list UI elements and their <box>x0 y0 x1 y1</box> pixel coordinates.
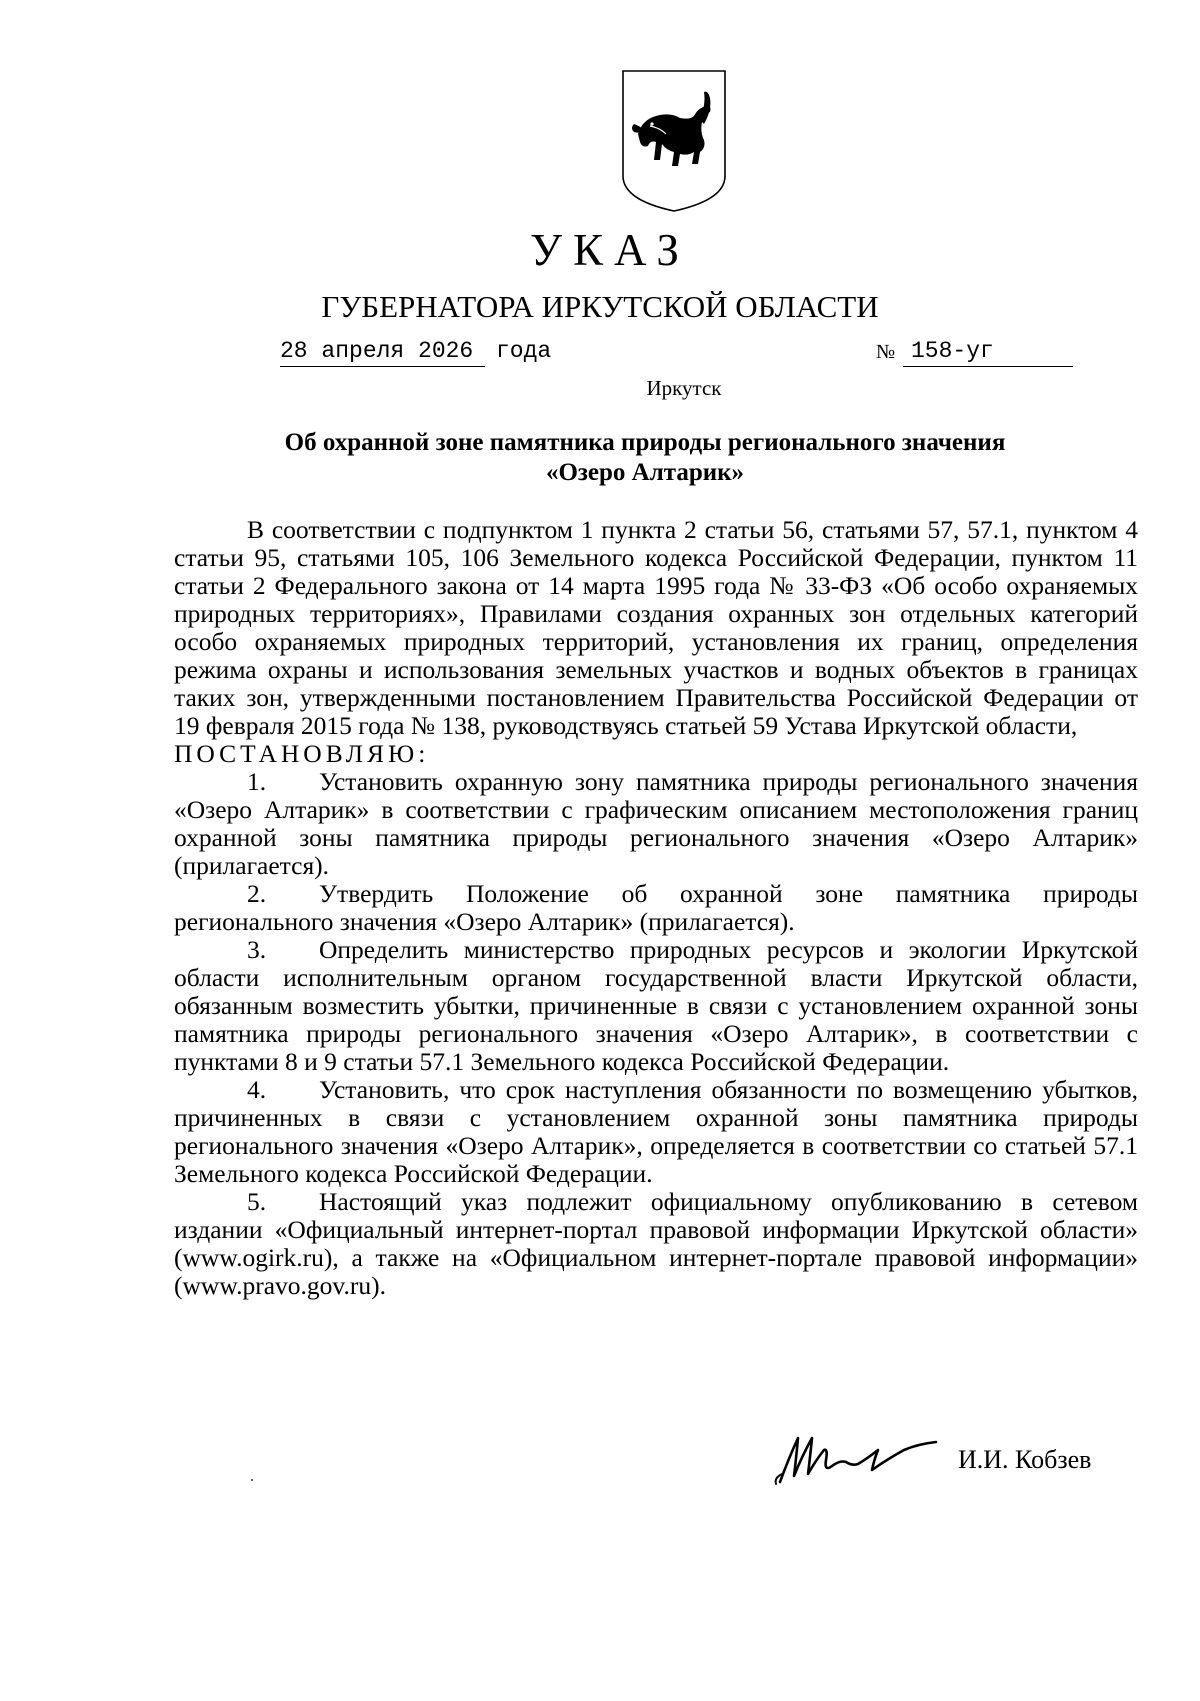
decree-item-3 <box>174 936 1138 1076</box>
decree-number: 158-уг <box>903 336 1073 367</box>
decree-item-5 <box>174 1188 1138 1300</box>
number-sign: № <box>876 341 896 363</box>
city-label: Иркутск <box>646 376 722 400</box>
signer-name: И.И. Кобзев <box>958 1445 1092 1474</box>
item-number: 1. <box>247 767 267 796</box>
preamble-paragraph: В соответствии с подпунктом 1 пункта 2 статьи 56, статьями 57, 57.1, пунктом 4 статьи 95, статьями 105, 106 Земельного кодекса Российской Федерации, пунктом 11 статьи 2 Федерального закона от 14 марта 1995 года № 33-ФЗ «Об особо охраняемых природных территориях», Правилами создания охранных зон отдельных категорий особо охраняемых природных территорий, установления их границ, определения режима охраны и использования земельных участков и водных объектов в границах таких зон, утвержденными постановлением Правительства Российской Федерации от 19 февраля 2015 года № 138, руководствуясь статьей 59 Устава Иркутской области, <box>174 515 1138 740</box>
irkutsk-coat-of-arms-icon <box>620 68 728 214</box>
decree-body <box>174 516 1138 1300</box>
heading-line-2: «Озеро Алтарик» <box>545 459 745 486</box>
decree-heading <box>0 428 1200 488</box>
item-number: 4. <box>247 1075 267 1104</box>
item-text: Утвердить Положение об охранной зоне памятника природы регионального значения «Озеро Алтарик» (прилагается). <box>174 879 1138 936</box>
handwritten-signature-icon <box>768 1420 948 1490</box>
decree-item-1 <box>174 768 1138 880</box>
decree-date: 28 апреля 2026 <box>280 336 485 367</box>
item-text: Установить, что срок наступления обязанности по возмещению убытков, причиненных в связи с установлением охранной зоны памятника природы регионального значения «Озеро Алтарик», определяется в соответствии со статьей 57.1 Земельного кодекса Российской Федерации. <box>174 1075 1138 1188</box>
issuer-title: ГУБЕРНАТОРА ИРКУТСКОЙ ОБЛАСТИ <box>321 289 879 324</box>
item-text: Определить министерство природных ресурсов и экологии Иркутской области исполнительным органом государственной власти Иркутской области, обязанным возместить убытки, причиненные в связи с установлением охранной зоны памятника природы регионального значения «Озеро Алтарик», в соответствии с пунктами 8 и 9 статьи 57.1 Земельного кодекса Российской Федерации. <box>174 935 1138 1076</box>
decree-date-suffix: года <box>496 338 552 364</box>
document-type-title: УКАЗ <box>530 225 690 275</box>
decree-item-2 <box>174 880 1138 936</box>
item-text: Установить охранную зону памятника природы регионального значения «Озеро Алтарик» в соответствии с графическим описанием местоположения границ охранной зоны памятника природы регионального значения «Озеро Алтарик» (прилагается). <box>174 767 1138 880</box>
stray-dot <box>251 1479 253 1481</box>
item-number: 2. <box>247 879 267 908</box>
resolution-word: ПОСТАНОВЛЯЮ: <box>174 739 430 768</box>
item-text: Настоящий указ подлежит официальному опубликованию в сетевом издании «Официальный интернет-портал правовой информации Иркутской области» (www.ogirk.ru), а также на «Официальном интернет-портале правовой информации» (www.pravo.gov.ru). <box>174 1187 1138 1300</box>
item-number: 5. <box>247 1187 267 1216</box>
heading-line-1: Об охранной зоне памятника природы регионального значения <box>284 429 1006 456</box>
item-number: 3. <box>247 935 267 964</box>
decree-item-4 <box>174 1076 1138 1188</box>
